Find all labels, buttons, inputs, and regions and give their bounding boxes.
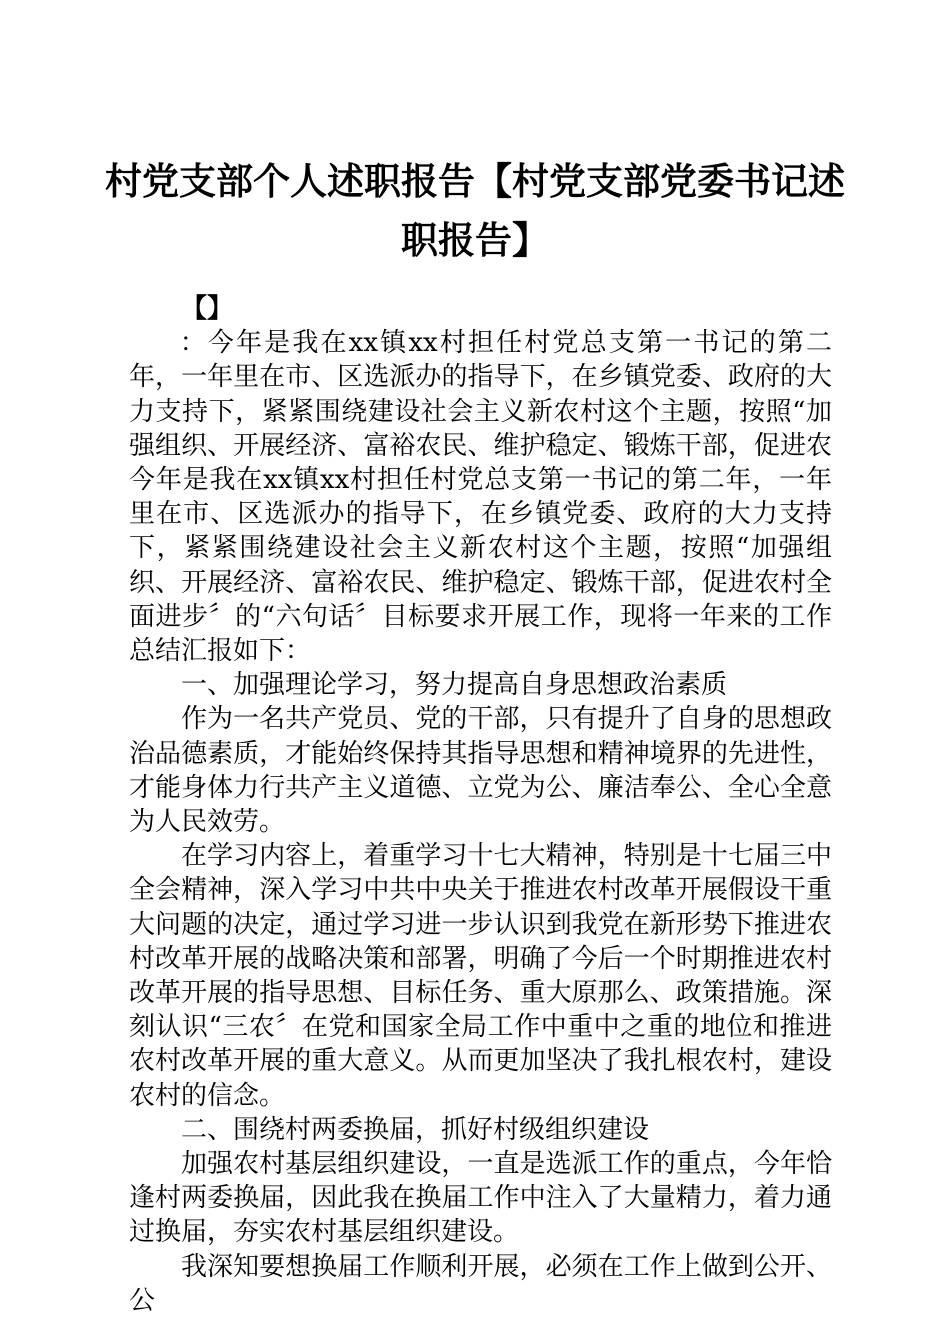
body-paragraph: 加强农村基层组织建设，一直是选派工作的重点，今年恰逢村两委换届，因此我在换届工作中注入了大量精力，着力通过换届，夯实农村基层组织建设。 <box>129 1149 832 1248</box>
intro-paragraph: ：今年是我在xx镇xx村担任村党总支第一书记的第二年，一年里在市、区选派办的指导下，在乡镇党委、政府的大力支持下，紧紧围绕建设社会主义新农村这个主题，按照“加强组织、开展经济、富裕农民、维护稳定、锻炼干部，促进农今年是我在xx镇xx村担任村党总支第一书记的第二年，一年里在市、区选派办的指导下，在乡镇党委、政府的大力支持下，紧紧围绕建设社会主义新农村这个主题，按照“加强组织、开展经济、富裕农民、维护稳定、锻炼干部，促进农村全面进步〞的“六句话〞目标要求开展工作，现将一年来的工作总结汇报如下： <box>129 328 832 667</box>
document-title: 村党支部个人述职报告【村党支部党委书记述职报告】 <box>105 159 845 262</box>
body-paragraph: 在学习内容上，着重学习十七大精神，特别是十七届三中全会精神，深入学习中共中央关于推进农村改革开展假设干重大问题的决定，通过学习进一步认识到我党在新形势下推进农村改革开展的战略决策和部署，明确了今后一个时期推进农村改革开展的指导思想、目标任务、重大原那么、政策措施。深刻认识“三农〞在党和国家全局工作中重中之重的地位和推进农村改革开展的重大意义。从而更加坚决了我扎根农村，建设农村的信念。 <box>129 841 832 1111</box>
section-heading-1: 一、加强理论学习，努力提高自身思想政治素质 <box>181 670 728 701</box>
document-body <box>129 292 832 1318</box>
bracket-marker: 【】 <box>181 294 234 324</box>
section-heading-2: 二、围绕村两委换届，抓好村级组织建设 <box>181 1114 650 1145</box>
body-paragraph: 我深知要想换届工作顺利开展，必须在工作上做到公开、公 <box>129 1251 832 1316</box>
body-paragraph: 作为一名共产党员、党的干部，只有提升了自身的思想政治品德素质，才能始终保持其指导思想和精神境界的先进性，才能身体力行共产主义道德、立党为公、廉洁奉公、全心全意为人民效劳。 <box>129 704 832 838</box>
